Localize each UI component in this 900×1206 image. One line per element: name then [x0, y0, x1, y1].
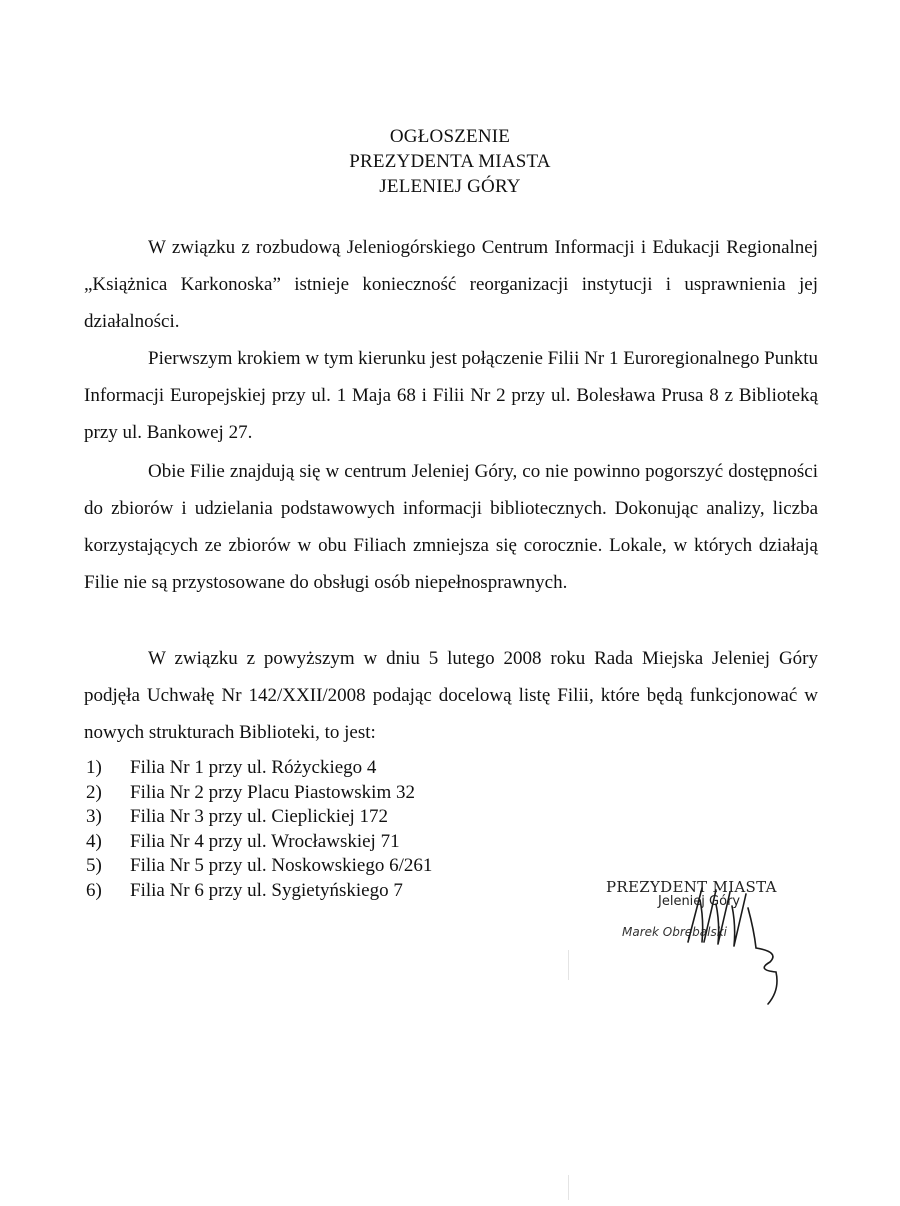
paragraph-merger: Pierwszym krokiem w tym kierunku jest połączenie Filii Nr 1 Euroregionalnego Punktu Informacji Europejskiej przy ul. 1 Maja 68 i Filii Nr 2 przy ul. Bolesława Prusa 8 z Biblioteką przy ul. Bankowej 27.	[84, 348, 818, 443]
list-item-number: 3)	[86, 806, 102, 827]
list-item-number: 1)	[86, 757, 102, 778]
branch-list	[86, 756, 432, 903]
scan-artifact	[568, 950, 569, 980]
list-item-number: 5)	[86, 855, 102, 876]
paragraph-reorganization: W związku z rozbudową Jeleniogórskiego Centrum Informacji i Edukacji Regionalnej „Książnica Karkonoska” istnieje konieczność reorganizacji instytucji i usprawnienia jej działalności.	[84, 237, 818, 332]
list-item	[86, 830, 432, 855]
list-item-number: 2)	[86, 781, 102, 803]
paragraph-justification: Obie Filie znajdują się w centrum Jeleniej Góry, co nie powinno pogorszyć dostępności do zbiorów i udzielania podstawowych informacji bibliotecznych. Dokonując analizy, liczba korzystających ze zbiorów w obu Filiach zmniejsza się corocznie. Lokale, w których działają Filie nie są przystosowane do obsługi osób niepełnosprawnych.	[84, 461, 818, 593]
title-line-2: PREZYDENTA MIASTA	[349, 151, 551, 172]
scan-artifact	[568, 1175, 569, 1200]
stamp-name: Marek Obrębalski	[622, 925, 728, 939]
list-item-text: Filia Nr 6 przy ul. Sygietyńskiego 7	[130, 879, 403, 901]
list-item-text: Filia Nr 3 przy ul. Cieplickiej 172	[130, 806, 389, 827]
list-item-number: 6)	[86, 879, 102, 901]
list-item	[86, 879, 432, 904]
announcement-title	[0, 124, 900, 199]
list-item	[86, 781, 432, 806]
list-item-number: 4)	[86, 830, 102, 852]
stamp-city: Jeleniej Góry	[658, 894, 741, 909]
handwritten-signature-icon	[630, 880, 800, 1010]
stamp-title: PREZYDENT MIASTA	[606, 878, 777, 896]
list-item-text: Filia Nr 2 przy Placu Piastowskim 32	[130, 781, 415, 803]
title-line-1: OGŁOSZENIE	[389, 126, 511, 147]
paragraph-resolution: W związku z powyższym w dniu 5 lutego 2008 roku Rada Miejska Jeleniej Góry podjęła Uchwałę Nr 142/XXII/2008 podając docelową listę Filii, które będą funkcjonować w nowych strukturach Biblioteki, to jest:	[84, 648, 818, 743]
list-item	[86, 854, 432, 879]
list-item-text: Filia Nr 1 przy ul. Różyckiego 4	[130, 757, 377, 778]
list-item	[86, 756, 432, 781]
title-line-3: JELENIEJ GÓRY	[379, 176, 521, 197]
list-item-text: Filia Nr 4 przy ul. Wrocławskiej 71	[130, 830, 400, 852]
list-item	[86, 805, 432, 830]
list-item-text: Filia Nr 5 przy ul. Noskowskiego 6/261	[130, 855, 433, 876]
